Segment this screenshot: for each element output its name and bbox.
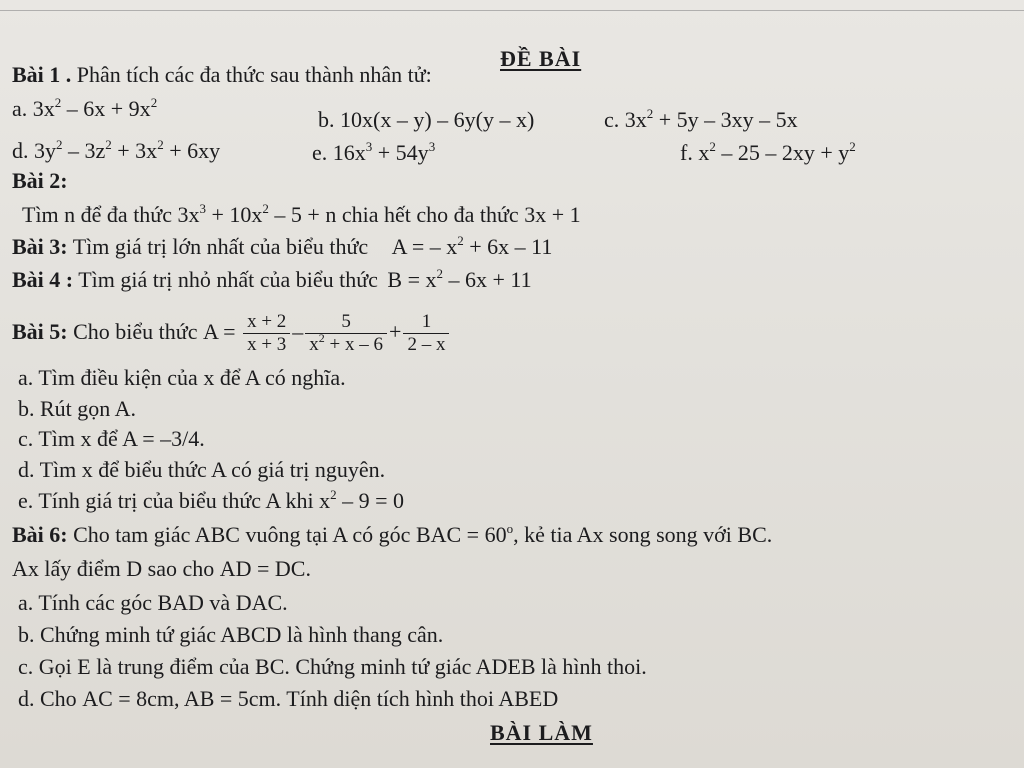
bai4-line <box>12 267 532 293</box>
item-text: e. Tính giá trị của biểu thức A khi <box>18 488 314 513</box>
bai1-item-b <box>318 107 534 133</box>
item-label: a. <box>12 96 28 121</box>
bai3-text: Tìm giá trị lớn nhất của biểu thức <box>72 234 369 259</box>
bai1-item-f <box>680 140 856 166</box>
math-expr: $B = x^2 - 6x + 11$ <box>387 266 532 292</box>
bai6-heading: Bài 6: <box>12 522 68 547</box>
bai1-heading: Bài 1 . <box>12 62 72 87</box>
item-label: b. <box>318 107 335 132</box>
bai5-item-e <box>18 488 404 514</box>
bai1-item-d <box>12 138 220 164</box>
item-label: f. <box>680 140 693 165</box>
math-expr: AD = DC. <box>219 556 311 581</box>
bai6-item-d <box>18 686 558 712</box>
item-label: d. <box>12 138 29 163</box>
item-text: d. Cho <box>18 686 77 711</box>
work-section-title: BÀI LÀM <box>490 720 593 745</box>
item-label: e. <box>312 140 328 165</box>
bai2-text: Tìm n để đa thức <box>22 202 172 227</box>
bai1-item-e <box>312 140 435 166</box>
math-expr: $3x^3 + 10x^2 - 5 + n$ <box>177 201 337 227</box>
bai5-item-b: b. Rút gọn A. <box>18 396 136 421</box>
math-expr: $3x^2 + 5y - 3xy - 5x$ <box>624 106 798 132</box>
bai1-text: Phân tích các đa thức sau thành nhân tử: <box>76 62 432 87</box>
page-title: ĐỀ BÀI <box>500 46 582 71</box>
item-label: c. <box>604 107 620 132</box>
bai6-line1 <box>12 522 772 548</box>
bai2-heading: Bài 2: <box>12 168 68 193</box>
math-expr: 10x(x – y) – 6y(y – x) <box>340 107 535 132</box>
math-expr: A = $\frac{x + 2}{x + 3}$ – $\frac{5}{x^2 + x - 6}$ + $\frac{1}{2 - x}$ <box>203 319 451 344</box>
fraction: $\frac{x + 2}{x + 3}$ <box>243 311 290 356</box>
bai1-item-c <box>604 107 798 133</box>
bai5-item-c: c. Tìm x để A = –3/4. <box>18 426 205 451</box>
bai5-text: Cho biểu thức <box>73 319 198 344</box>
math-expr: BAC = $60^o$ <box>415 521 514 547</box>
fraction: $\frac{5}{x^2 + x - 6}$ <box>305 311 387 356</box>
math-expr: 3x + 1 <box>524 202 581 227</box>
bai1-item-a <box>12 96 157 122</box>
bai5-line <box>12 308 451 356</box>
bai6-item-a: a. Tính các góc BAD và DAC. <box>18 590 288 615</box>
bai6-text: Ax lấy điểm D sao cho <box>12 556 215 581</box>
math-expr: $x^2 - 9 = 0$ <box>319 487 405 513</box>
bai6-item-b: b. Chứng minh tứ giác ABCD là hình thang cân. <box>18 622 444 647</box>
math-expr: AC = 8cm, AB = 5cm. <box>82 686 282 711</box>
bai6-text: Cho tam giác ABC vuông tại A có góc <box>73 522 411 547</box>
fraction: $\frac{1}{2 - x}$ <box>403 311 449 356</box>
math-expr: $x^2 - 25 - 2xy + y^2$ <box>698 139 856 165</box>
top-rule <box>0 10 1024 11</box>
bai4-heading: Bài 4 : <box>12 267 74 292</box>
math-expr: $3y^2 - 3z^2 + 3x^2 + 6xy$ <box>34 137 221 163</box>
bai1-line <box>12 62 432 88</box>
bai2-text: chia hết cho đa thức <box>341 202 519 227</box>
math-expr: $16x^3 + 54y^3$ <box>332 139 436 165</box>
bai5-item-a: a. Tìm điều kiện của x để A có nghĩa. <box>18 365 346 390</box>
bai3-heading: Bài 3: <box>12 234 68 259</box>
math-expr: A = – $x^2 + 6x - 11$ <box>391 233 553 259</box>
bai6-item-c: c. Gọi E là trung điểm của BC. Chứng minh tứ giác ADEB là hình thoi. <box>18 654 647 679</box>
bai3-line <box>12 234 552 260</box>
bai4-text: Tìm giá trị nhỏ nhất của biểu thức <box>78 267 378 292</box>
bai6-line2 <box>12 556 311 582</box>
math-expr: $3x^2 - 6x + 9x^2$ <box>32 95 158 121</box>
item-text: Tính diện tích hình thoi ABED <box>286 686 559 711</box>
bai5-heading: Bài 5: <box>12 319 68 344</box>
bai5-item-d: d. Tìm x để biểu thức A có giá trị nguyên. <box>18 457 386 482</box>
bai2-line <box>22 202 581 228</box>
bai6-text: , kẻ tia Ax song song với BC. <box>513 522 773 547</box>
